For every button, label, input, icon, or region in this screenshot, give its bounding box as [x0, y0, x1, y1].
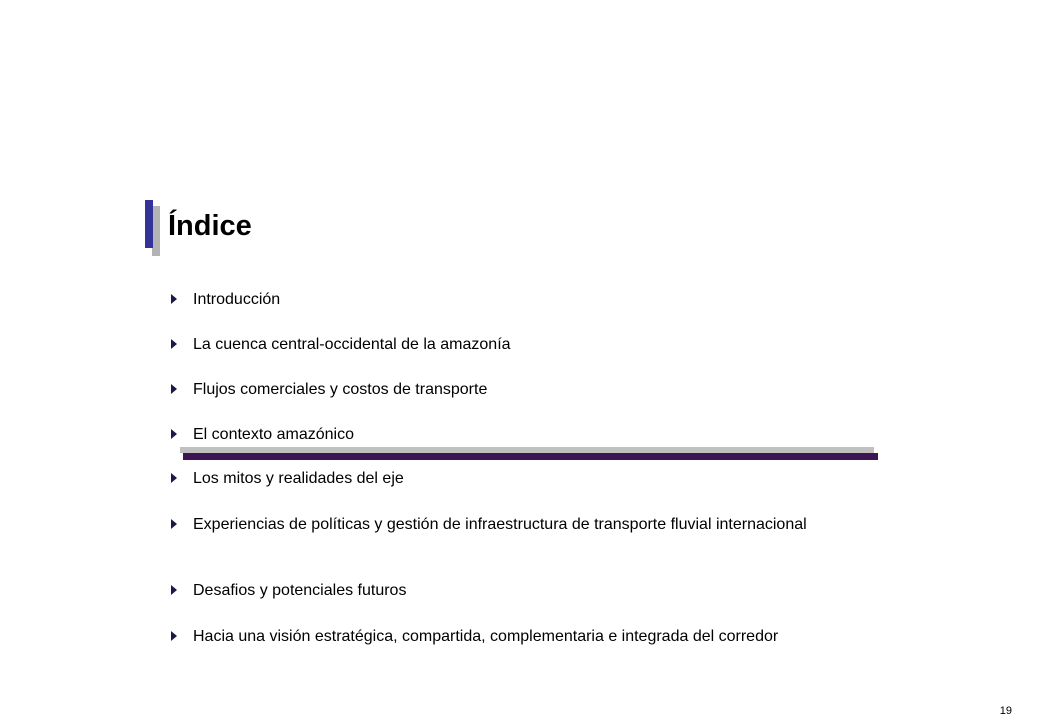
- list-item: [171, 468, 851, 489]
- triangle-right-icon: [171, 519, 177, 529]
- list-item-label: Los mitos y realidades del eje: [193, 470, 404, 487]
- list-item-label: Flujos comerciales y costos de transporte: [193, 381, 488, 398]
- list-item-label: Desafios y potenciales futuros: [193, 582, 407, 599]
- list-item: [171, 626, 851, 647]
- triangle-right-icon: [171, 339, 177, 349]
- list-item-label: Introducción: [193, 291, 281, 308]
- triangle-right-icon: [171, 384, 177, 394]
- triangle-right-icon: [171, 473, 177, 483]
- list-item: [171, 379, 851, 400]
- divider: [183, 453, 878, 460]
- title-accent-shadow: [152, 206, 160, 256]
- list-item-label: Hacia una visión estratégica, compartida, complementaria e integrada del corredor: [193, 628, 779, 645]
- list-item: [171, 514, 851, 535]
- triangle-right-icon: [171, 585, 177, 595]
- list-item-label: Experiencias de políticas y gestión de infraestructura de transporte fluvial internacional: [193, 516, 807, 533]
- triangle-right-icon: [171, 429, 177, 439]
- list-item-label: La cuenca central-occidental de la amazonía: [193, 336, 511, 353]
- triangle-right-icon: [171, 294, 177, 304]
- triangle-right-icon: [171, 631, 177, 641]
- list-item: [171, 580, 851, 601]
- list-item: [171, 289, 851, 310]
- list-item: [171, 424, 851, 445]
- title-accent-bar: [145, 200, 153, 248]
- list-item-label: El contexto amazónico: [193, 426, 354, 443]
- page-title: Índice: [168, 210, 252, 242]
- list-item: [171, 334, 851, 355]
- page-number: 19: [999, 705, 1012, 717]
